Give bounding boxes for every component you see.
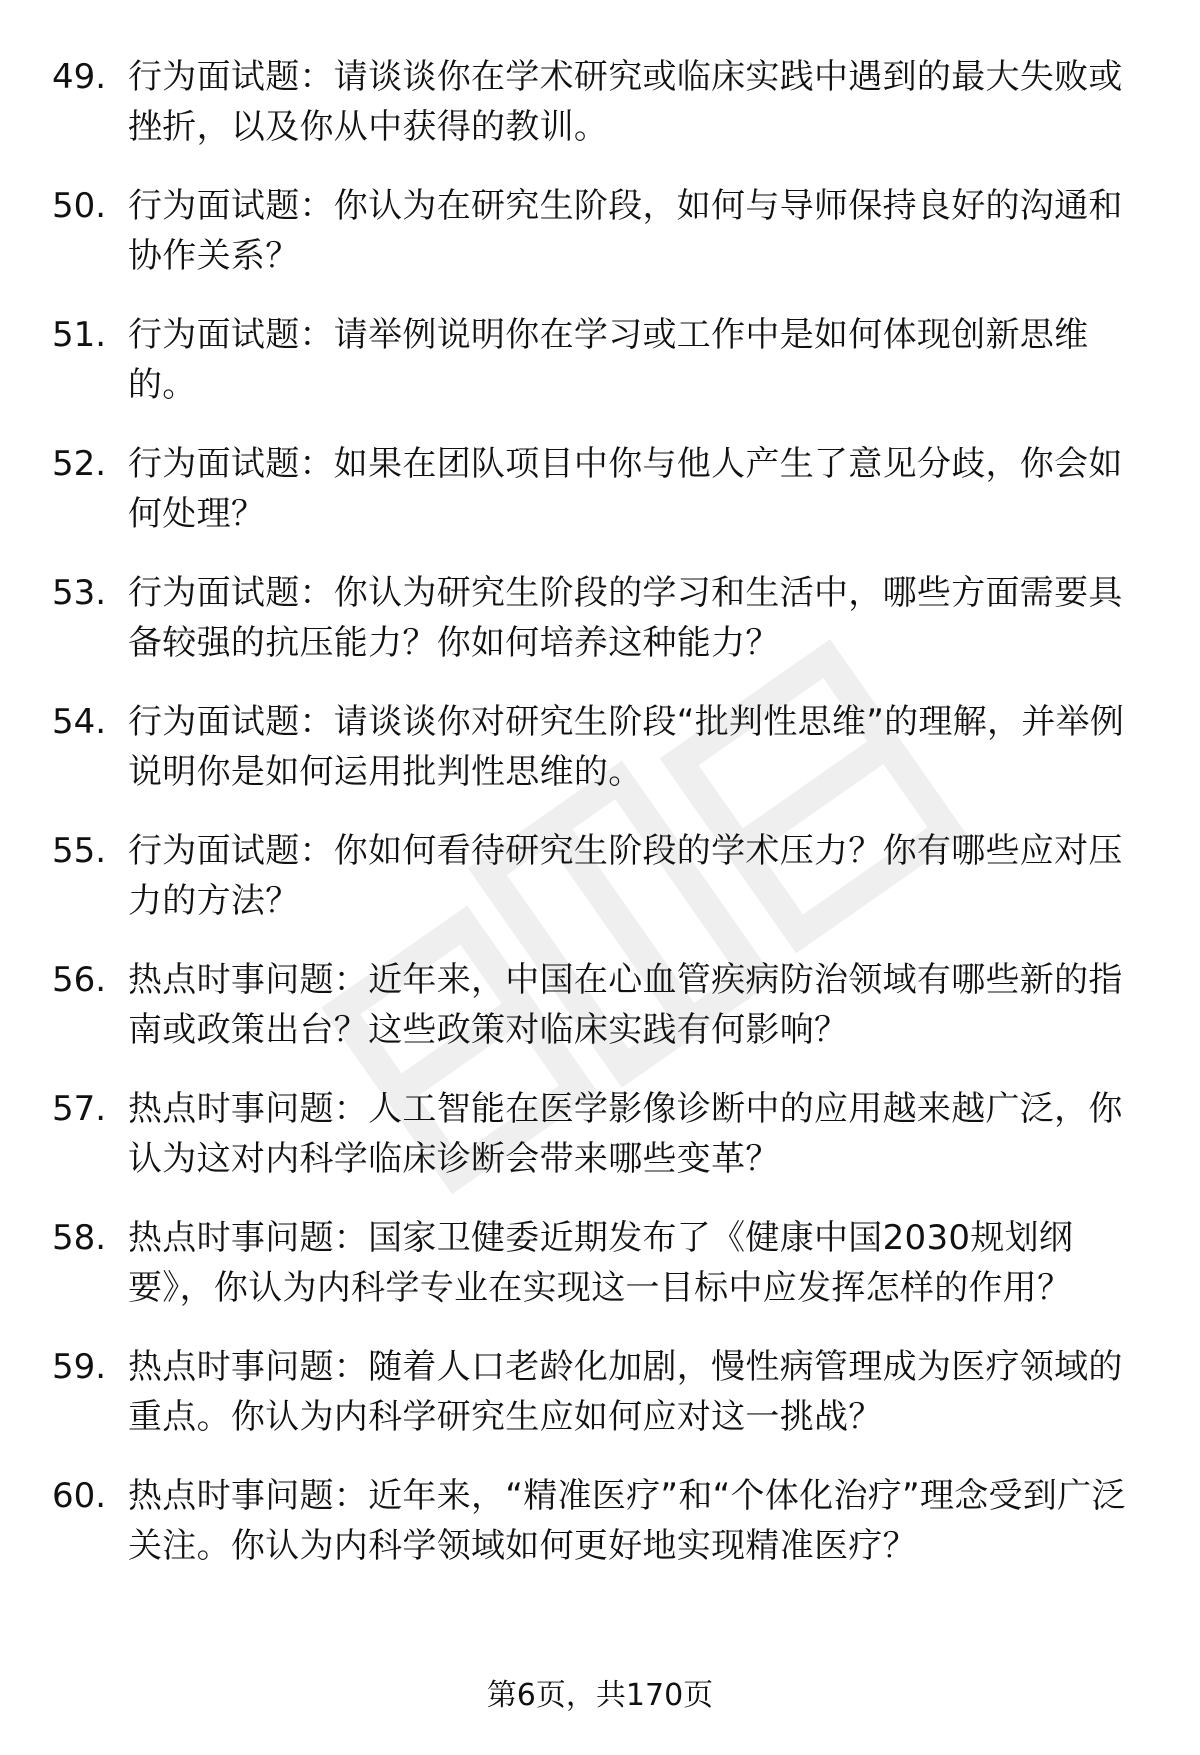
question-item [0,439,1200,568]
question-text: 行为面试题：如果在团队项目中你与他人产生了意见分歧，你会如何处理？ [128,444,1123,534]
question-number: 60. [52,1476,107,1516]
question-text: 行为面试题：请谈谈你在学术研究或临床实践中遇到的最大失败或挫折，以及你从中获得的教训。 [128,57,1123,147]
question-text: 热点时事问题：人工智能在医学影像诊断中的应用越来越广泛，你认为这对内科学临床诊断会带来哪些变革？ [128,1089,1123,1179]
question-text: 热点时事问题：近年来，“精准医疗”和“个体化治疗”理念受到广泛关注。你认为内科学领域如何更好地实现精准医疗？ [128,1476,1126,1566]
question-item [0,697,1200,826]
question-item [0,181,1200,310]
question-item [0,955,1200,1084]
question-number: 50. [52,186,107,226]
question-item [0,1213,1200,1342]
question-number: 56. [52,960,107,1000]
question-item [0,52,1200,181]
question-text: 热点时事问题：近年来，中国在心血管疾病防治领域有哪些新的指南或政策出台？这些政策对临床实践有何影响？ [128,960,1123,1050]
page-footer: 第6页，共170页 [486,1678,714,1713]
question-text: 热点时事问题：国家卫健委近期发布了《健康中国2030规划纲要》，你认为内科学专业在实现这一目标中应发挥怎样的作用？ [128,1218,1074,1308]
question-number: 57. [52,1089,107,1129]
question-number: 54. [52,702,107,742]
question-list [0,52,1200,1600]
question-text: 热点时事问题：随着人口老龄化加剧，慢性病管理成为医疗领域的重点。你认为内科学研究生应如何应对这一挑战？ [128,1347,1123,1437]
question-number: 58. [52,1218,107,1258]
question-item [0,826,1200,955]
question-text: 行为面试题：你如何看待研究生阶段的学术压力？你有哪些应对压力的方法？ [128,831,1123,921]
question-item [0,568,1200,697]
question-item [0,310,1200,439]
question-number: 52. [52,444,107,484]
question-text: 行为面试题：你认为研究生阶段的学习和生活中，哪些方面需要具备较强的抗压能力？你如何培养这种能力？ [128,573,1123,663]
question-number: 49. [52,57,107,97]
question-text: 行为面试题：你认为在研究生阶段，如何与导师保持良好的沟通和协作关系？ [128,186,1123,276]
question-number: 59. [52,1347,107,1387]
question-text: 行为面试题：请举例说明你在学习或工作中是如何体现创新思维的。 [128,315,1089,405]
question-item [0,1471,1200,1600]
question-number: 55. [52,831,107,871]
question-text: 行为面试题：请谈谈你对研究生阶段“批判性思维”的理解，并举例说明你是如何运用批判性思维的。 [128,702,1125,792]
question-number: 51. [52,315,107,355]
question-item [0,1342,1200,1471]
question-item [0,1084,1200,1213]
question-number: 53. [52,573,107,613]
